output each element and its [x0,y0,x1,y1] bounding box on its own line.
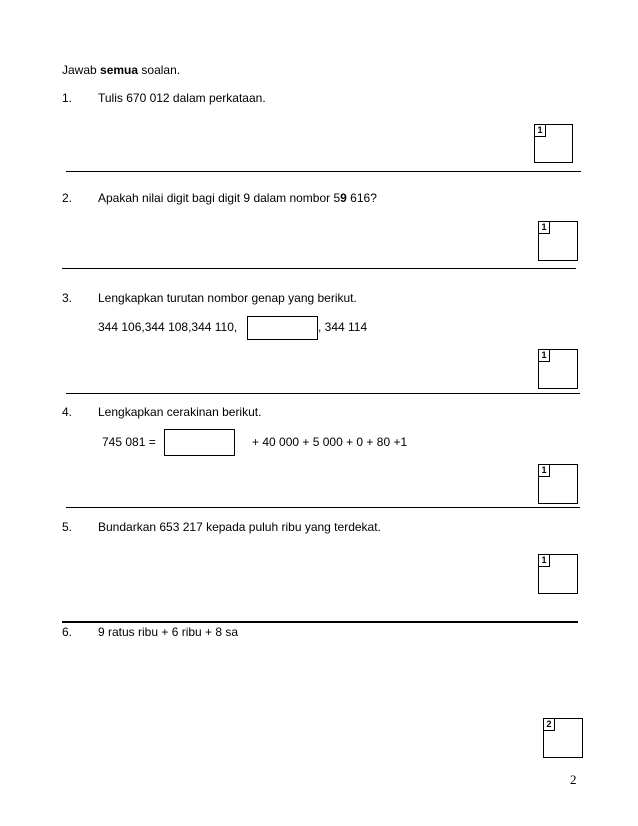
question-2-text-bold: 9 [340,191,347,205]
question-3-mark-box [538,349,578,389]
question-1-number: 1. [62,91,73,105]
question-2-number: 2. [62,191,73,205]
divider-3 [66,393,580,394]
question-6-number: 6. [62,625,73,639]
question-3-sequence-right: , 344 114 [318,320,368,334]
question-5-number: 5. [62,520,73,534]
divider-4 [66,507,580,508]
divider-2 [62,268,576,269]
question-3-marks: 1 [539,350,550,362]
question-2-mark-box [538,221,578,261]
question-3-text: Lengkapkan turutan nombor genap yang berikut. [98,291,357,305]
question-4-mark-box [538,464,578,504]
question-6-text: 9 ratus ribu + 6 ribu + 8 sa [98,625,239,639]
page-number: 2 [570,772,577,787]
instruction-bold: semua [100,63,139,77]
question-3-sequence-left: 344 106,344 108,344 110, [98,320,238,334]
question-2-text [98,191,377,205]
question-6-mark-box [543,718,583,758]
question-3-number: 3. [62,291,73,305]
question-4-equation-right: + 40 000 + 5 000 + 0 + 80 +1 [252,435,408,449]
question-4-text: Lengkapkan cerakinan berikut. [98,405,262,419]
question-4-number: 4. [62,405,73,419]
question-1-marks: 1 [535,125,546,137]
instruction [62,63,180,77]
question-5-marks: 1 [539,555,550,567]
question-2-text-before: Apakah nilai digit bagi digit 9 dalam nombor 5 [98,191,341,205]
instruction-suffix: soalan. [138,63,181,77]
question-1-mark-box [534,124,573,163]
question-4-equation-left: 745 081 = [102,435,156,449]
divider-5 [62,621,578,623]
instruction-prefix: Jawab [62,63,101,77]
question-4-answer-box[interactable] [164,429,235,456]
question-6-marks: 2 [544,719,555,731]
question-2-text-after: 616? [346,191,377,205]
question-4-marks: 1 [539,465,550,477]
question-1-text: Tulis 670 012 dalam perkataan. [98,91,266,105]
divider-1 [66,171,581,172]
question-5-text: Bundarkan 653 217 kepada puluh ribu yang terdekat. [98,520,381,534]
question-5-mark-box [538,554,578,594]
question-2-marks: 1 [539,222,550,234]
question-3-answer-box[interactable] [247,316,318,340]
